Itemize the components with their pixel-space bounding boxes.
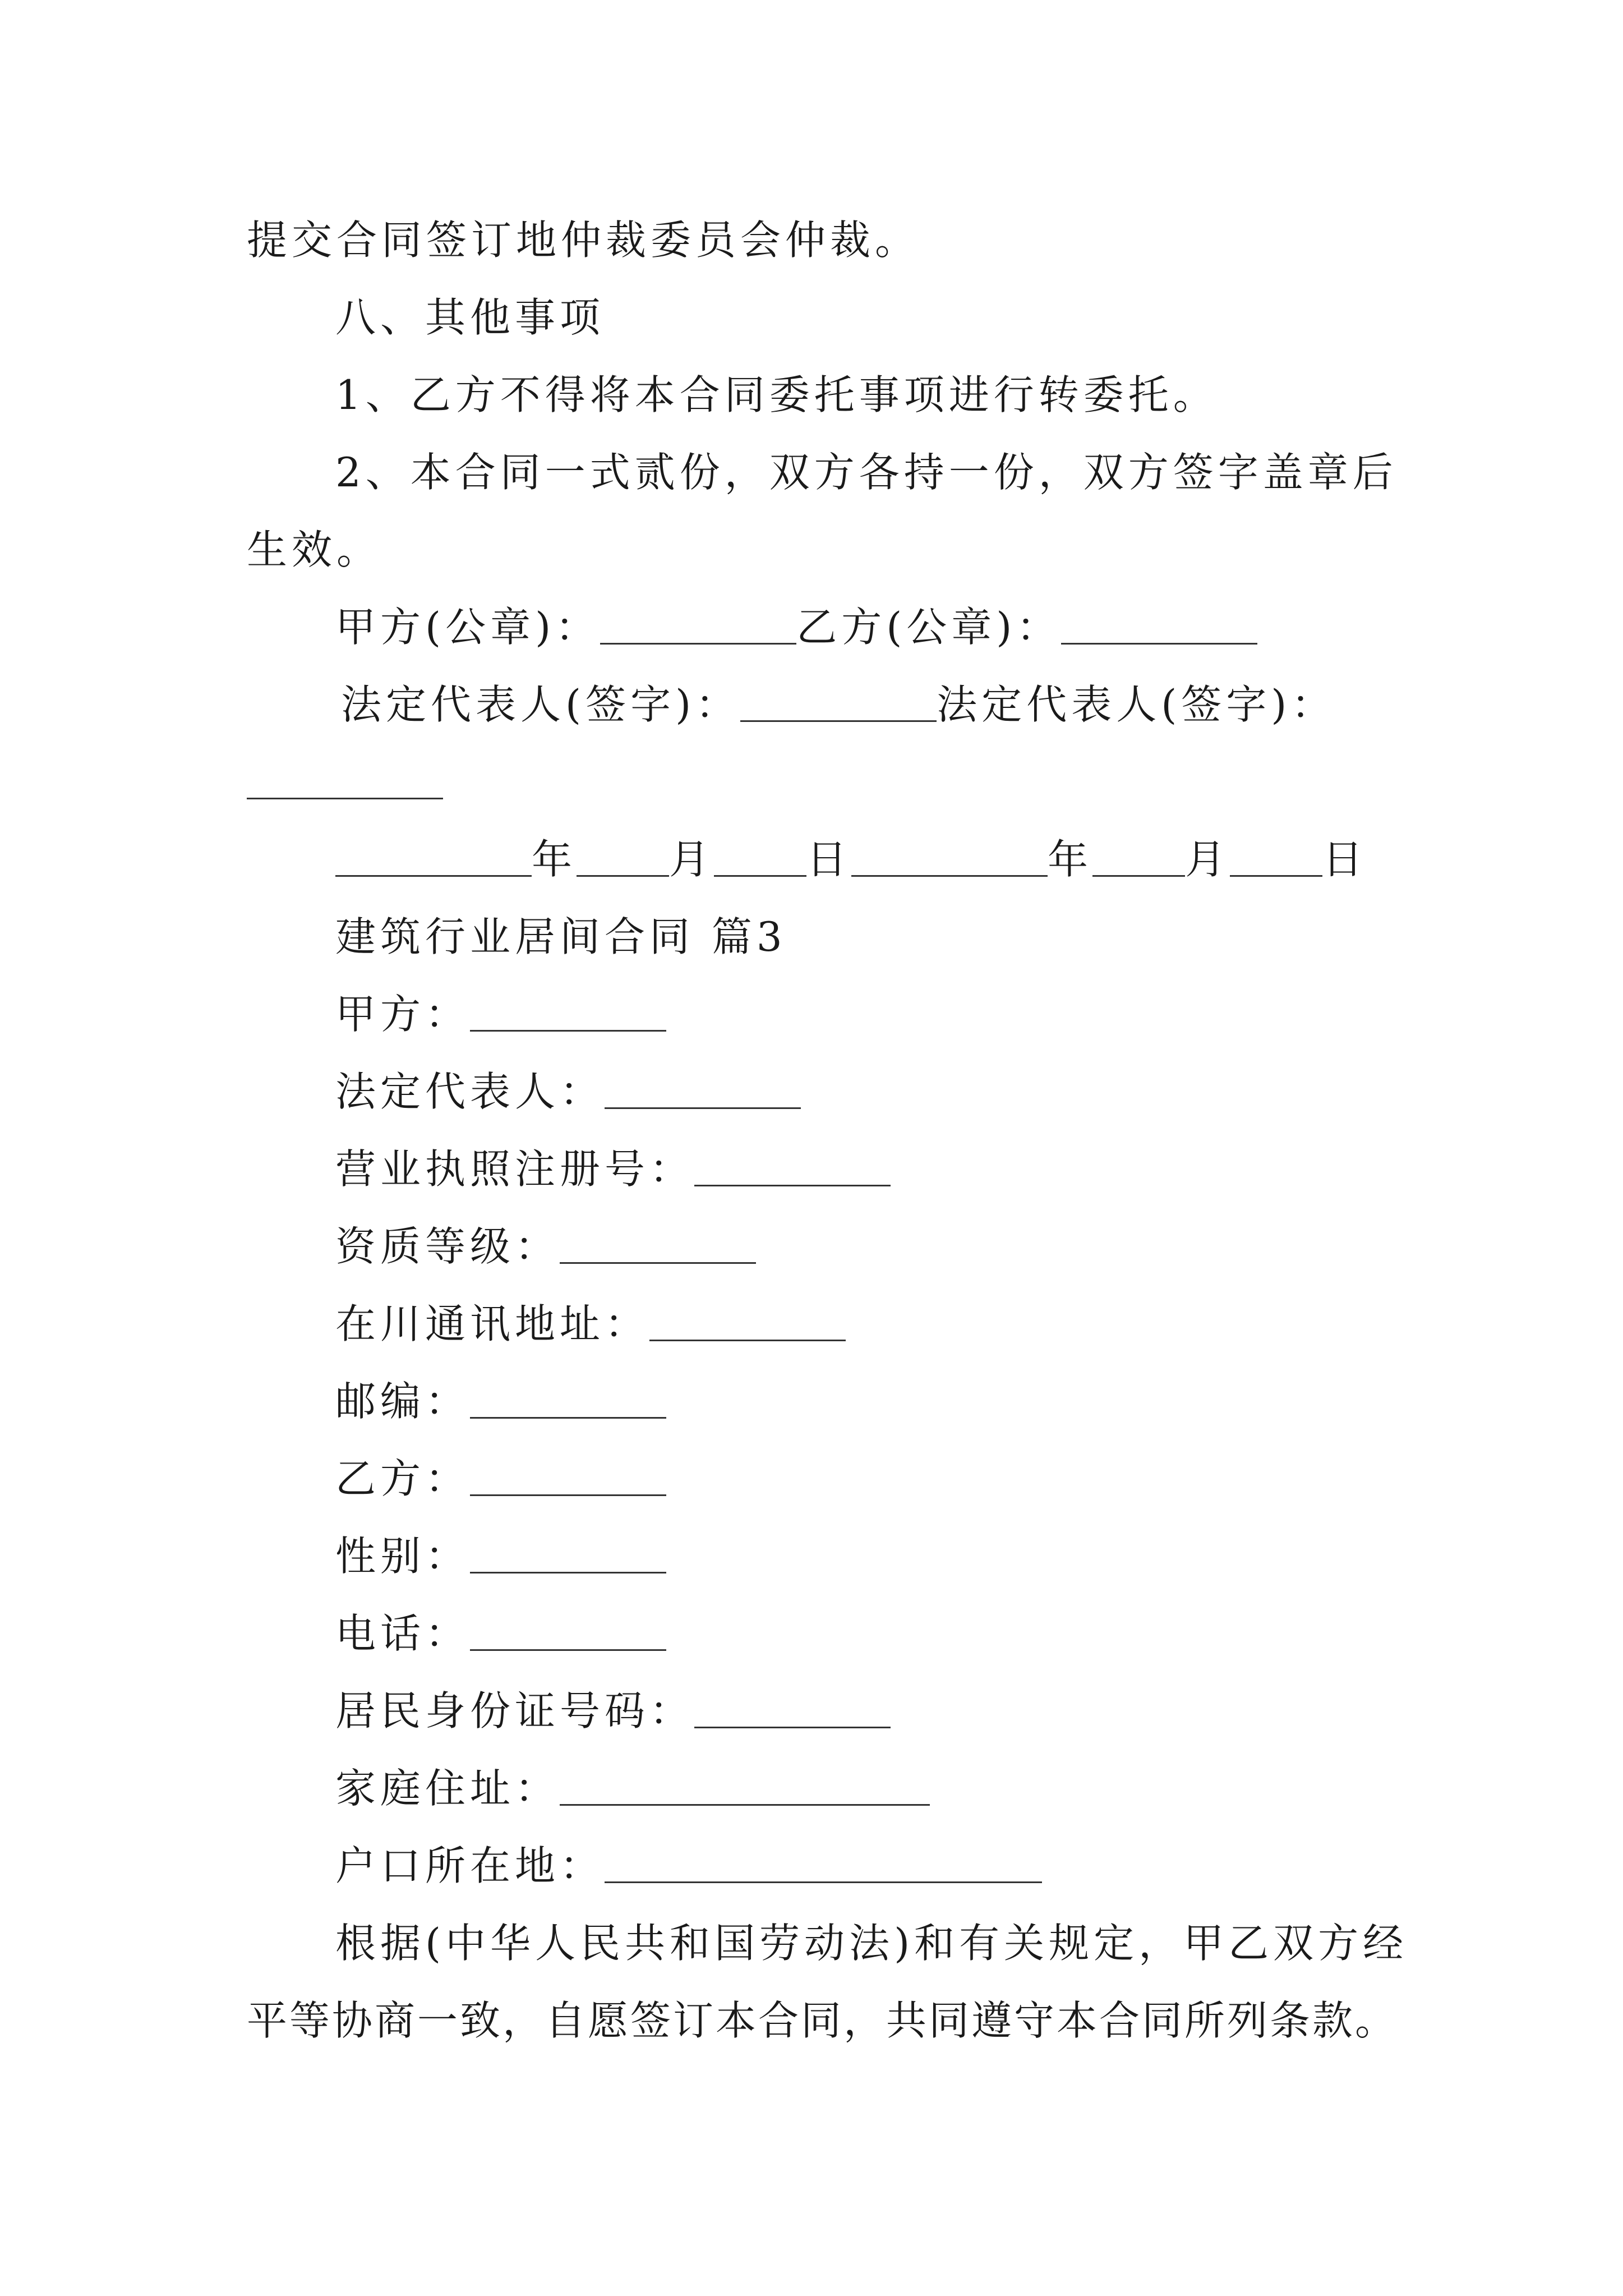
field-label: 性别： [335,1533,471,1580]
year-label: 年 [1048,836,1093,883]
month-blank [1092,841,1185,877]
heading-text: 建筑行业居间合同 篇3 [335,913,787,960]
form-field [335,1765,930,1812]
form-field [335,1687,891,1734]
party-a-rep-label: 法定代表人(签字)： [341,681,741,728]
day-label: 日 [1322,836,1368,883]
form-field [335,1223,756,1270]
text-line [335,371,1218,418]
field-blank [694,1693,891,1728]
paragraph-text: 1、乙方不得将本合同委托事项进行转委托。 [335,371,1218,418]
year-blank [335,841,532,877]
field-label: 邮编： [335,1378,471,1425]
year-label: 年 [532,836,577,883]
form-field [335,1145,891,1193]
day-blank [1230,841,1322,877]
party-a-seal-label: 甲方(公章)： [335,604,601,651]
signature-line [335,604,1257,651]
form-field [335,1610,666,1657]
party-b-rep-blank [247,764,443,799]
field-blank [470,1461,666,1496]
field-label: 家庭住址： [335,1765,560,1812]
field-blank [470,1383,666,1419]
field-blank [560,1770,930,1806]
form-field [335,1842,1042,1889]
form-field [335,1533,666,1580]
form-field [335,1068,801,1115]
field-blank [649,1306,846,1341]
paragraph-text: 生效。 [247,526,382,573]
signature-line [247,762,443,802]
date-line [335,836,1368,883]
text-line [247,526,382,573]
field-blank [605,1848,1042,1883]
signature-line [341,681,1336,728]
month-label: 月 [669,836,714,883]
party-b-seal-blank [1061,609,1257,645]
party-b-seal-label: 乙方(公章)： [796,604,1062,651]
field-label: 在川通讯地址： [335,1300,650,1347]
text-line [335,449,1398,496]
field-label: 乙方： [335,1455,471,1502]
party-a-seal-blank [600,609,796,645]
field-label: 电话： [335,1610,471,1657]
text-line [335,1920,1408,1967]
paragraph-text: 根据(中华人民共和国劳动法)和有关规定，甲乙双方经 [335,1920,1408,1967]
text-line [247,217,920,264]
form-field [335,991,666,1038]
form-field [335,1455,666,1502]
party-a-rep-blank [740,687,937,722]
field-blank [470,1616,666,1651]
field-label: 甲方： [335,991,471,1038]
day-label: 日 [806,836,852,883]
paragraph-text: 提交合同签订地仲裁委员会仲裁。 [247,217,920,264]
month-label: 月 [1185,836,1230,883]
field-label: 居民身份证号码： [335,1687,695,1734]
day-blank [714,841,806,877]
field-blank [694,1151,891,1186]
section-heading [335,294,605,341]
document-heading [335,913,787,960]
field-label: 营业执照注册号： [335,1145,695,1193]
field-blank [470,996,666,1032]
year-blank [851,841,1048,877]
field-blank [605,1074,801,1109]
month-blank [577,841,669,877]
field-label: 户口所在地： [335,1842,605,1889]
field-label: 法定代表人： [335,1068,605,1115]
paragraph-text: 平等协商一致，自愿签订本合同，共同遵守本合同所列条款。 [247,1997,1398,2044]
text-line [247,1997,1398,2044]
field-blank [470,1538,666,1573]
form-field [335,1378,666,1425]
field-blank [560,1228,756,1264]
party-b-rep-label: 法定代表人(签字)： [937,681,1336,728]
section-heading-text: 八、其他事项 [335,294,605,341]
field-label: 资质等级： [335,1223,560,1270]
paragraph-text: 2、本合同一式贰份，双方各持一份，双方签字盖章后 [335,449,1398,496]
form-field [335,1300,846,1347]
